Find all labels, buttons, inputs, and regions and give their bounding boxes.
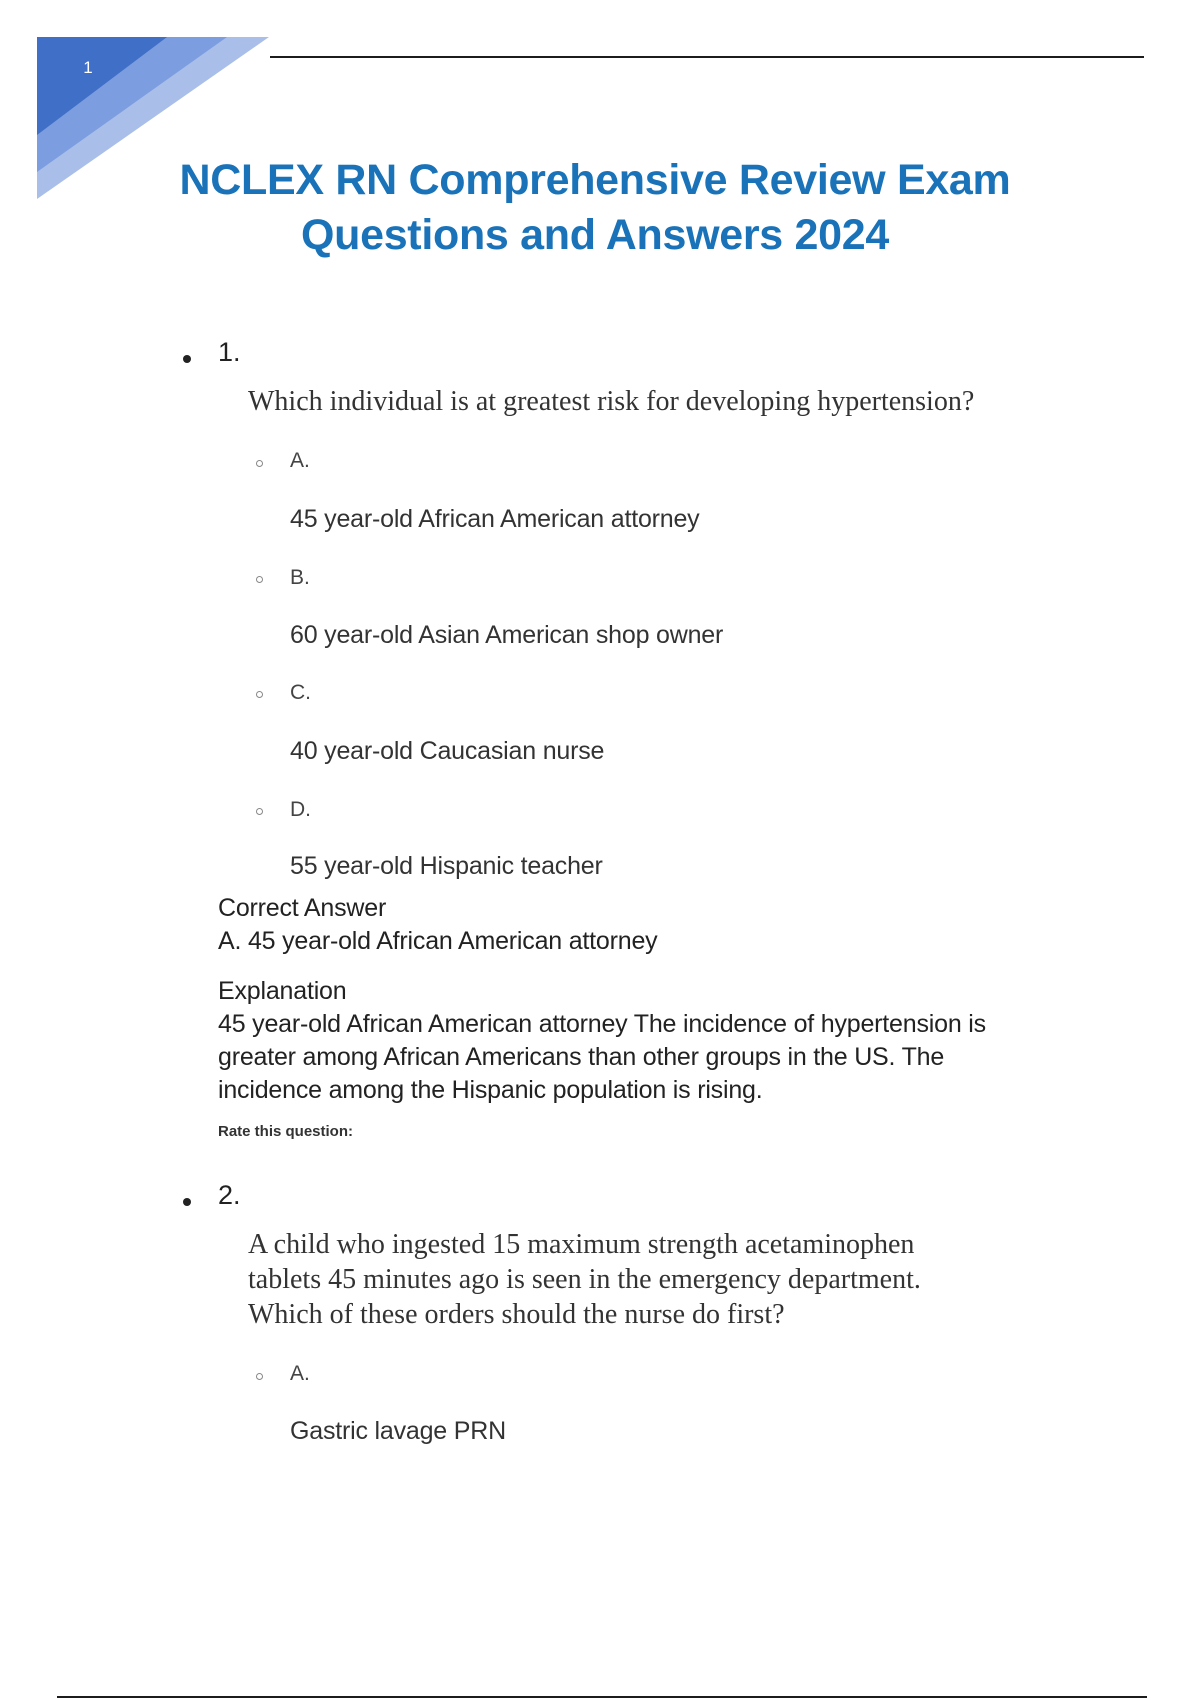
question-2-line-2: tablets 45 minutes ago is seen in the emergency department. xyxy=(248,1264,921,1295)
explanation-line-2: greater among African Americans than other groups in the US. The xyxy=(218,1043,945,1071)
q2-option-a-radio[interactable] xyxy=(256,1373,263,1380)
option-a-letter: A. xyxy=(290,449,310,472)
question-2-text xyxy=(248,1227,1098,1332)
question-2-line-1: A child who ingested 15 maximum strength acetaminophen xyxy=(248,1229,915,1260)
correct-answer-text: A. 45 year-old African American attorney xyxy=(218,927,658,955)
explanation-label: Explanation xyxy=(218,977,347,1005)
option-a-text[interactable]: 45 year-old African American attorney xyxy=(290,505,700,533)
option-d-radio[interactable] xyxy=(256,808,263,815)
question-2-bullet xyxy=(183,1198,191,1206)
page-number: 1 xyxy=(83,58,93,77)
explanation-block xyxy=(218,975,1098,1107)
question-2-line-3: Which of these orders should the nurse do first? xyxy=(248,1299,785,1330)
option-c-radio[interactable] xyxy=(256,691,263,698)
option-d-letter: D. xyxy=(290,798,311,821)
explanation-line-1: 45 year-old African American attorney The incidence of hypertension is xyxy=(218,1010,986,1038)
option-c-letter: C. xyxy=(290,681,311,704)
option-d-text[interactable]: 55 year-old Hispanic teacher xyxy=(290,852,603,880)
explanation-line-3: incidence among the Hispanic population is rising. xyxy=(218,1076,763,1104)
option-b-radio[interactable] xyxy=(256,576,263,583)
option-c-text[interactable]: 40 year-old Caucasian nurse xyxy=(290,737,605,765)
q2-option-a-text[interactable]: Gastric lavage PRN xyxy=(290,1417,506,1445)
question-1-bullet xyxy=(183,355,191,363)
header-rule xyxy=(270,56,1144,58)
q2-option-a-letter: A. xyxy=(290,1362,310,1385)
rate-question-label: Rate this question: xyxy=(218,1123,354,1140)
question-1-number: 1. xyxy=(218,337,241,367)
option-a-radio[interactable] xyxy=(256,460,263,467)
footer-rule xyxy=(57,1696,1147,1698)
question-2-number: 2. xyxy=(218,1180,241,1210)
option-b-letter: B. xyxy=(290,566,310,589)
correct-answer-label: Correct Answer xyxy=(218,894,387,922)
title-line-2: Questions and Answers 2024 xyxy=(300,211,890,259)
option-b-text[interactable]: 60 year-old Asian American shop owner xyxy=(290,621,724,649)
question-1-text: Which individual is at greatest risk for developing hypertension? xyxy=(248,386,975,417)
correct-answer-block xyxy=(218,892,1098,958)
document-title xyxy=(140,153,1050,263)
title-line-1: NCLEX RN Comprehensive Review Exam xyxy=(179,156,1011,204)
